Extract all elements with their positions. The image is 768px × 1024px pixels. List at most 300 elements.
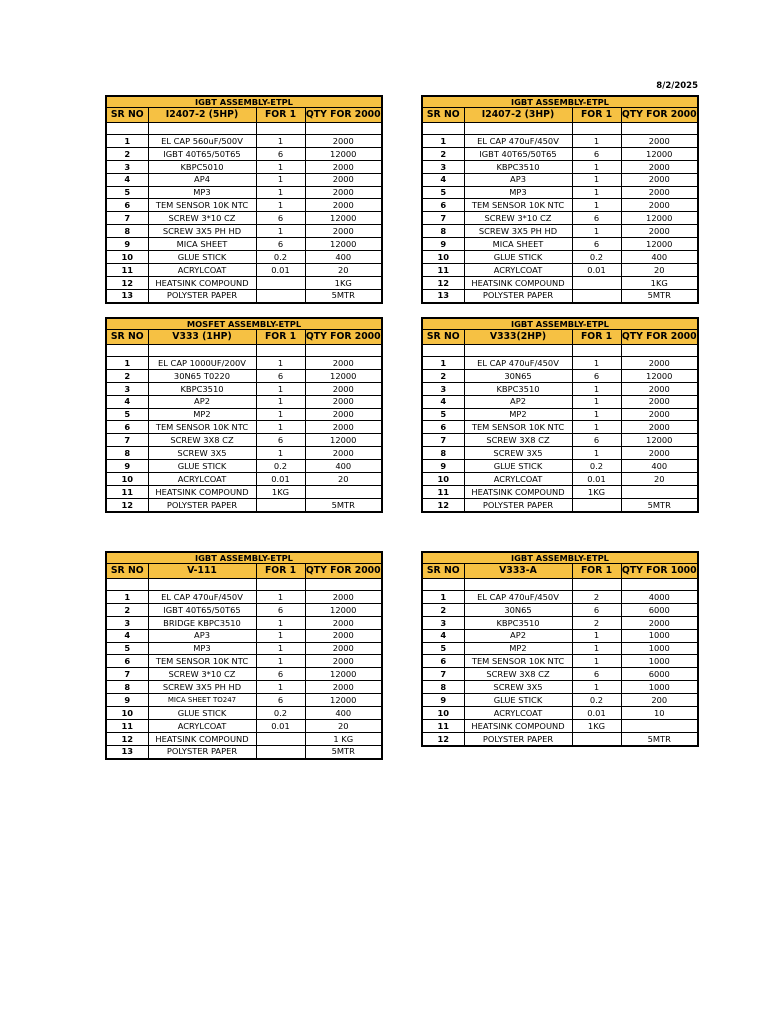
table-row <box>422 732 698 745</box>
qty-cell: 6000 <box>621 668 698 681</box>
for-one-cell: 6 <box>256 238 305 251</box>
sr-no-cell: 7 <box>422 668 464 681</box>
sr-no-cell: 2 <box>106 603 148 616</box>
for-one-cell: 1 <box>256 421 305 434</box>
qty-cell: 2000 <box>621 225 698 238</box>
qty-cell <box>621 485 698 498</box>
table-row <box>422 616 698 629</box>
qty-cell: 12000 <box>621 434 698 447</box>
for-one-cell: 1 <box>256 616 305 629</box>
sr-no-cell: 8 <box>106 225 148 238</box>
table-row <box>422 408 698 421</box>
table-row <box>106 382 382 395</box>
for-one-cell: 1KG <box>572 719 621 732</box>
table-row <box>422 603 698 616</box>
sr-no-cell: 4 <box>422 629 464 642</box>
column-header: V-111 <box>148 564 256 579</box>
table-row <box>422 681 698 694</box>
for-one-cell: 0.2 <box>572 460 621 473</box>
table-row <box>422 707 698 720</box>
table-row <box>422 460 698 473</box>
column-header: SR NO <box>106 564 148 579</box>
column-header: V333 (1HP) <box>148 330 256 345</box>
item-cell: ACRYLCOAT <box>148 473 256 486</box>
qty-cell: 400 <box>621 460 698 473</box>
qty-cell: 2000 <box>621 447 698 460</box>
for-one-cell: 1 <box>572 225 621 238</box>
for-one-cell: 1 <box>572 160 621 173</box>
item-cell: SCREW 3X5 PH HD <box>148 681 256 694</box>
for-one-cell: 1 <box>572 382 621 395</box>
sr-no-cell: 10 <box>106 473 148 486</box>
qty-cell: 2000 <box>305 395 382 408</box>
sr-no-cell: 1 <box>422 135 464 148</box>
qty-cell <box>305 485 382 498</box>
item-cell: KBPC5010 <box>148 160 256 173</box>
column-header: FOR 1 <box>256 564 305 579</box>
table-row <box>422 485 698 498</box>
for-one-cell: 1 <box>256 225 305 238</box>
sr-no-cell: 4 <box>106 629 148 642</box>
for-one-cell: 0.2 <box>572 251 621 264</box>
table-row <box>106 732 382 745</box>
for-one-cell: 1 <box>572 199 621 212</box>
item-cell: GLUE STICK <box>464 694 572 707</box>
item-cell: HEATSINK COMPOUND <box>148 276 256 289</box>
qty-cell: 12000 <box>305 603 382 616</box>
column-header: FOR 1 <box>572 108 621 123</box>
qty-cell: 2000 <box>621 357 698 370</box>
qty-cell: 2000 <box>621 408 698 421</box>
table-row <box>422 357 698 370</box>
qty-cell <box>621 719 698 732</box>
table-row <box>422 395 698 408</box>
item-cell: EL CAP 560uF/500V <box>148 135 256 148</box>
bom-table-v333-1hp <box>105 317 383 513</box>
item-cell: MP2 <box>148 408 256 421</box>
sr-no-cell: 3 <box>106 160 148 173</box>
qty-cell: 5MTR <box>305 498 382 511</box>
for-one-cell: 1 <box>256 357 305 370</box>
column-header: QTY FOR 2000 <box>305 564 382 579</box>
for-one-cell: 1 <box>256 160 305 173</box>
qty-cell: 2000 <box>305 225 382 238</box>
table-title: IGBT ASSEMBLY-ETPL <box>422 318 698 330</box>
sr-no-cell: 9 <box>106 694 148 707</box>
for-one-cell: 6 <box>572 369 621 382</box>
sr-no-cell: 5 <box>422 642 464 655</box>
sr-no-cell: 9 <box>422 460 464 473</box>
qty-cell: 5MTR <box>305 289 382 302</box>
table-row <box>422 225 698 238</box>
table-row <box>106 745 382 758</box>
table-row <box>422 668 698 681</box>
sr-no-cell: 1 <box>106 591 148 604</box>
sr-no-cell: 7 <box>106 668 148 681</box>
item-cell: EL CAP 470uF/450V <box>464 135 572 148</box>
sr-no-cell: 12 <box>422 498 464 511</box>
for-one-cell: 0.01 <box>572 263 621 276</box>
sr-no-cell: 7 <box>106 434 148 447</box>
qty-cell: 2000 <box>305 591 382 604</box>
qty-cell: 400 <box>305 251 382 264</box>
for-one-cell: 1 <box>572 186 621 199</box>
column-header: V333(2HP) <box>464 330 572 345</box>
sr-no-cell: 12 <box>422 276 464 289</box>
item-cell: EL CAP 470uF/450V <box>464 357 572 370</box>
sr-no-cell: 8 <box>106 447 148 460</box>
qty-cell: 20 <box>305 473 382 486</box>
for-one-cell: 1 <box>572 408 621 421</box>
for-one-cell: 6 <box>572 668 621 681</box>
table-row <box>422 447 698 460</box>
sr-no-cell: 3 <box>422 382 464 395</box>
table-row <box>106 160 382 173</box>
for-one-cell: 1 <box>256 655 305 668</box>
for-one-cell: 6 <box>572 603 621 616</box>
table-row <box>106 276 382 289</box>
column-header: I2407-2 (3HP) <box>464 108 572 123</box>
for-one-cell: 1KG <box>256 485 305 498</box>
sr-no-cell: 1 <box>422 357 464 370</box>
item-cell: ACRYLCOAT <box>464 263 572 276</box>
item-cell: AP2 <box>464 629 572 642</box>
qty-cell: 12000 <box>305 238 382 251</box>
for-one-cell: 1 <box>572 135 621 148</box>
sr-no-cell: 12 <box>106 498 148 511</box>
for-one-cell <box>256 276 305 289</box>
for-one-cell: 6 <box>256 369 305 382</box>
qty-cell: 2000 <box>305 173 382 186</box>
item-cell: KBPC3510 <box>464 616 572 629</box>
blank-row <box>106 123 382 135</box>
table-row <box>106 668 382 681</box>
qty-cell: 2000 <box>305 135 382 148</box>
qty-cell: 2000 <box>621 199 698 212</box>
sr-no-cell: 6 <box>422 199 464 212</box>
sr-no-cell: 5 <box>106 642 148 655</box>
item-cell: TEM SENSOR 10K NTC <box>148 199 256 212</box>
table-row <box>422 212 698 225</box>
sr-no-cell: 3 <box>106 382 148 395</box>
for-one-cell: 1 <box>572 173 621 186</box>
table-row <box>422 694 698 707</box>
qty-cell: 2000 <box>305 357 382 370</box>
item-cell: TEM SENSOR 10K NTC <box>464 199 572 212</box>
column-header: SR NO <box>422 108 464 123</box>
item-cell: MICA SHEET TO247 <box>148 694 256 707</box>
item-cell: EL CAP 470uF/450V <box>148 591 256 604</box>
column-header: FOR 1 <box>256 330 305 345</box>
bom-table-v333-a <box>421 551 699 747</box>
table-row <box>422 173 698 186</box>
for-one-cell <box>256 745 305 758</box>
item-cell: 30N65 <box>464 369 572 382</box>
document-date: 8/2/2025 <box>656 81 698 91</box>
sr-no-cell: 4 <box>422 173 464 186</box>
for-one-cell: 1 <box>572 681 621 694</box>
qty-cell: 200 <box>621 694 698 707</box>
table-title: IGBT ASSEMBLY-ETPL <box>422 96 698 108</box>
table-row <box>422 369 698 382</box>
item-cell: AP3 <box>464 173 572 186</box>
table-row <box>106 434 382 447</box>
sr-no-cell: 2 <box>106 369 148 382</box>
column-header: FOR 1 <box>572 330 621 345</box>
for-one-cell: 1 <box>256 173 305 186</box>
table-row <box>106 395 382 408</box>
qty-cell: 2000 <box>305 629 382 642</box>
table-row <box>422 421 698 434</box>
table-row <box>106 186 382 199</box>
qty-cell: 5MTR <box>621 498 698 511</box>
for-one-cell: 6 <box>572 147 621 160</box>
table-row <box>422 434 698 447</box>
sr-no-cell: 4 <box>106 395 148 408</box>
item-cell: HEATSINK COMPOUND <box>464 719 572 732</box>
for-one-cell: 1 <box>256 199 305 212</box>
qty-cell: 20 <box>621 473 698 486</box>
table-row <box>106 238 382 251</box>
for-one-cell: 1 <box>572 447 621 460</box>
sr-no-cell: 6 <box>106 655 148 668</box>
for-one-cell: 0.2 <box>256 460 305 473</box>
item-cell: SCREW 3X5 PH HD <box>464 225 572 238</box>
table-row <box>106 421 382 434</box>
column-header: QTY FOR 2000 <box>621 330 698 345</box>
qty-cell: 12000 <box>305 668 382 681</box>
column-header: QTY FOR 1000 <box>621 564 698 579</box>
column-header: SR NO <box>422 330 464 345</box>
qty-cell: 12000 <box>621 369 698 382</box>
table-row <box>106 212 382 225</box>
qty-cell: 12000 <box>621 147 698 160</box>
blank-row <box>422 345 698 357</box>
item-cell: BRIDGE KBPC3510 <box>148 616 256 629</box>
sr-no-cell: 8 <box>422 681 464 694</box>
for-one-cell: 1 <box>256 186 305 199</box>
qty-cell: 2000 <box>305 382 382 395</box>
sr-no-cell: 5 <box>422 186 464 199</box>
for-one-cell <box>572 276 621 289</box>
item-cell: TEM SENSOR 10K NTC <box>148 421 256 434</box>
table-row <box>422 238 698 251</box>
sr-no-cell: 8 <box>106 681 148 694</box>
table-row <box>106 357 382 370</box>
table-row <box>106 369 382 382</box>
table-row <box>422 498 698 511</box>
item-cell: AP2 <box>464 395 572 408</box>
for-one-cell: 1 <box>256 382 305 395</box>
for-one-cell: 0.2 <box>256 707 305 720</box>
item-cell: MICA SHEET <box>148 238 256 251</box>
table-title: IGBT ASSEMBLY-ETPL <box>106 96 382 108</box>
item-cell: SCREW 3X5 PH HD <box>148 225 256 238</box>
table-row <box>106 498 382 511</box>
bom-table-v333-2hp <box>421 317 699 513</box>
blank-row <box>422 123 698 135</box>
qty-cell: 12000 <box>305 212 382 225</box>
for-one-cell: 0.01 <box>256 263 305 276</box>
table-row <box>106 225 382 238</box>
qty-cell: 1KG <box>305 276 382 289</box>
item-cell: AP2 <box>148 395 256 408</box>
table-row <box>422 199 698 212</box>
table-row <box>106 460 382 473</box>
item-cell: ACRYLCOAT <box>148 263 256 276</box>
for-one-cell: 6 <box>572 434 621 447</box>
sr-no-cell: 6 <box>106 199 148 212</box>
for-one-cell <box>572 289 621 302</box>
sr-no-cell: 10 <box>422 707 464 720</box>
for-one-cell: 1 <box>256 447 305 460</box>
for-one-cell: 1 <box>572 655 621 668</box>
for-one-cell: 1 <box>256 642 305 655</box>
qty-cell: 12000 <box>621 212 698 225</box>
qty-cell: 2000 <box>621 382 698 395</box>
qty-cell: 12000 <box>305 434 382 447</box>
sr-no-cell: 10 <box>422 251 464 264</box>
column-header: FOR 1 <box>572 564 621 579</box>
item-cell: 30N65 <box>464 603 572 616</box>
sr-no-cell: 7 <box>422 434 464 447</box>
sr-no-cell: 12 <box>106 276 148 289</box>
table-title: MOSFET ASSEMBLY-ETPL <box>106 318 382 330</box>
blank-row <box>106 579 382 591</box>
sr-no-cell: 3 <box>422 616 464 629</box>
table-row <box>106 263 382 276</box>
table-row <box>422 642 698 655</box>
qty-cell: 2000 <box>305 199 382 212</box>
table-row <box>422 719 698 732</box>
bom-table-v111 <box>105 551 383 760</box>
column-header: QTY FOR 2000 <box>621 108 698 123</box>
blank-row <box>106 345 382 357</box>
sr-no-cell: 6 <box>422 655 464 668</box>
qty-cell: 2000 <box>621 421 698 434</box>
sr-no-cell: 1 <box>106 357 148 370</box>
qty-cell: 2000 <box>621 173 698 186</box>
for-one-cell: 1 <box>256 591 305 604</box>
qty-cell: 1000 <box>621 642 698 655</box>
for-one-cell: 6 <box>256 668 305 681</box>
qty-cell: 2000 <box>621 186 698 199</box>
sr-no-cell: 3 <box>106 616 148 629</box>
qty-cell: 2000 <box>305 642 382 655</box>
for-one-cell: 1 <box>256 135 305 148</box>
for-one-cell: 1 <box>572 421 621 434</box>
item-cell: MICA SHEET <box>464 238 572 251</box>
table-title: IGBT ASSEMBLY-ETPL <box>422 552 698 564</box>
table-row <box>106 408 382 421</box>
qty-cell: 20 <box>305 263 382 276</box>
table-row <box>422 382 698 395</box>
for-one-cell <box>256 498 305 511</box>
for-one-cell: 1 <box>256 395 305 408</box>
item-cell: TEM SENSOR 10K NTC <box>464 655 572 668</box>
table-row <box>422 473 698 486</box>
sr-no-cell: 13 <box>106 289 148 302</box>
sr-no-cell: 2 <box>106 147 148 160</box>
item-cell: SCREW 3*10 CZ <box>148 212 256 225</box>
item-cell: IGBT 40T65/50T65 <box>148 147 256 160</box>
sr-no-cell: 2 <box>422 369 464 382</box>
table-row <box>422 147 698 160</box>
for-one-cell: 1 <box>256 629 305 642</box>
for-one-cell: 6 <box>256 212 305 225</box>
qty-cell: 2000 <box>305 655 382 668</box>
sr-no-cell: 2 <box>422 147 464 160</box>
table-row <box>106 251 382 264</box>
column-header: FOR 1 <box>256 108 305 123</box>
for-one-cell: 6 <box>256 694 305 707</box>
sr-no-cell: 11 <box>422 263 464 276</box>
for-one-cell: 0.2 <box>256 251 305 264</box>
sr-no-cell: 11 <box>106 485 148 498</box>
table-row <box>106 473 382 486</box>
for-one-cell <box>572 498 621 511</box>
item-cell: SCREW 3X5 <box>148 447 256 460</box>
table-row <box>106 707 382 720</box>
table-row <box>106 147 382 160</box>
sr-no-cell: 10 <box>106 707 148 720</box>
for-one-cell: 2 <box>572 616 621 629</box>
column-header: QTY FOR 2000 <box>305 108 382 123</box>
sr-no-cell: 5 <box>106 408 148 421</box>
item-cell: GLUE STICK <box>148 707 256 720</box>
for-one-cell <box>256 289 305 302</box>
table-row <box>422 160 698 173</box>
item-cell: EL CAP 1000UF/200V <box>148 357 256 370</box>
qty-cell: 12000 <box>305 369 382 382</box>
item-cell: POLYSTER PAPER <box>148 498 256 511</box>
for-one-cell <box>572 732 621 745</box>
item-cell: POLYSTER PAPER <box>464 498 572 511</box>
column-header: SR NO <box>106 108 148 123</box>
sr-no-cell: 7 <box>106 212 148 225</box>
item-cell: EL CAP 470uF/450V <box>464 591 572 604</box>
qty-cell: 400 <box>305 707 382 720</box>
table-row <box>422 135 698 148</box>
table-row <box>106 694 382 707</box>
item-cell: IGBT 40T65/50T65 <box>148 603 256 616</box>
item-cell: SCREW 3X5 <box>464 447 572 460</box>
qty-cell: 1 KG <box>305 732 382 745</box>
item-cell: MP3 <box>464 186 572 199</box>
sr-no-cell: 5 <box>422 408 464 421</box>
table-row <box>106 603 382 616</box>
sr-no-cell: 12 <box>106 732 148 745</box>
qty-cell: 2000 <box>621 160 698 173</box>
sr-no-cell: 4 <box>422 395 464 408</box>
item-cell: SCREW 3X5 <box>464 681 572 694</box>
sr-no-cell: 11 <box>422 719 464 732</box>
qty-cell: 4000 <box>621 591 698 604</box>
sr-no-cell: 1 <box>106 135 148 148</box>
item-cell: SCREW 3X8 CZ <box>464 668 572 681</box>
qty-cell: 2000 <box>621 395 698 408</box>
item-cell: KBPC3510 <box>464 382 572 395</box>
table-row <box>422 289 698 302</box>
qty-cell: 5MTR <box>621 732 698 745</box>
qty-cell: 20 <box>305 719 382 732</box>
qty-cell: 2000 <box>621 135 698 148</box>
table-row <box>106 616 382 629</box>
for-one-cell: 0.01 <box>572 473 621 486</box>
item-cell: POLYSTER PAPER <box>148 289 256 302</box>
sr-no-cell: 11 <box>422 485 464 498</box>
sr-no-cell: 10 <box>422 473 464 486</box>
